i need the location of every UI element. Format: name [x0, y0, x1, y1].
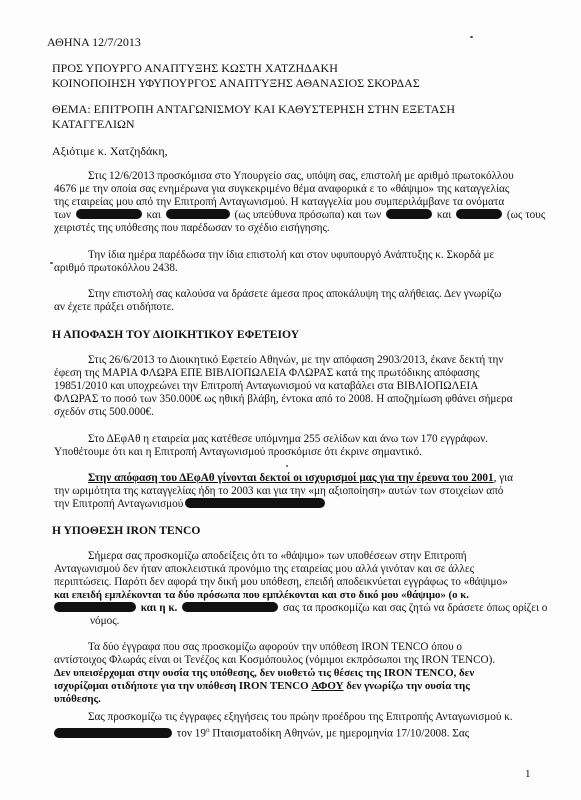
p4-line-5: σχεδόν στις 500.000€.	[54, 406, 154, 418]
page-number: 1	[525, 768, 531, 780]
p4-line-1: Στις 26/6/2013 το Διοικητικό Εφετείο Αθηνών, με την απόφαση 2903/2013, έκανε δεκτή την	[88, 354, 504, 366]
p8-b2-underlined: ΑΦΟΥ	[311, 680, 344, 692]
section-heading-appeal-court: Η ΑΠΟΦΑΣΗ ΤΟΥ ΔΙΟΙΚΗΤΙΚΟΥ ΕΦΕΤΕΙΟΥ	[52, 328, 300, 341]
p7-l5-b: σας τα προσκομίζω και σας ζητώ να δράσετε όπως ορίζει ο	[282, 602, 548, 614]
salutation: Αξιότιμε κ. Χατζηδάκη,	[52, 144, 168, 158]
p1-line-4	[54, 209, 545, 222]
p8-line-1: Τα δύο έγγραφα που σας προσκομίζω αφορούν την υπόθεση IRON TENCO όπου ο	[88, 641, 462, 653]
p6-line-3	[54, 498, 327, 511]
p6-line-2: την ωριμότητα της καταγγελίας ήδη το 2003 και για την «μη αξιοποίηση» αυτών των στοιχείων από	[54, 485, 504, 497]
p1-line-3: της εταιρείας μου από την Επιτροπή Ανταγωνισμού. Η καταγγελία μου συμπεριλάμβανε τα ονόματα	[54, 196, 505, 208]
p7-line-5	[54, 602, 547, 615]
p7-line-3: περιπτώσεις. Παρότι δεν αφορά την δική μου υπόθεση, επειδή αποδεικνύεται εγγράφως το «θάψιμο»	[54, 576, 508, 588]
p5-line-1: Στο ΔΕφΑθ η εταιρεία μας κατέθεσε υπόμνημα 255 σελίδων και άνω των 170 εγγράφων.	[88, 433, 489, 445]
p7-line-1: Σήμερα σας προσκομίζω αποδείξεις ότι το «θάψιμο» των υποθέσεων στην Επιτροπή	[88, 550, 467, 562]
p7-line-4: και επειδή εμπλέκονται τα δύο πρόσωπα που εμπλέκονται και στο δικό μου «θάψιμο» (ο κ.	[54, 589, 469, 601]
scan-speck	[50, 262, 53, 264]
p1-l4-b: και	[146, 209, 161, 221]
p1-line-5: χειριστές της υπόθεσης που παρέδωσαν το σχέδιο εισήγησης.	[54, 222, 330, 234]
p1-l4-d: και	[436, 209, 452, 221]
scan-speck	[286, 465, 288, 467]
p3-line-1: Στην επιστολή σας καλούσα να δράσετε άμεσα προς αποκάλυψη της αλήθειας. Δεν γνωρίζω	[88, 288, 502, 300]
p8-bold-line-2	[54, 680, 470, 693]
section-heading-iron-tenco: Η ΥΠΟΘΕΣΗ IRON TENCO	[52, 524, 201, 537]
p3-line-2: αν έχετε πράξει οτιδήποτε.	[54, 301, 175, 313]
p7-line-2: Ανταγωνισμού δεν ήταν αποκλειστικά προνόμιο της εταιρείας μου αλλά γινόταν και σε άλλες	[54, 563, 475, 575]
p9-l2-a: τον 19	[176, 727, 206, 740]
p6-l3-text: την Επιτροπή Ανταγωνισμού	[54, 498, 184, 510]
redaction-bar	[54, 728, 172, 738]
p9-line-2	[54, 724, 469, 741]
date-line: ΑΘΗΝΑ 12/7/2013	[47, 35, 141, 49]
redaction-bar	[185, 498, 325, 508]
cc-line: ΚΟΙΝΟΠΟΙΗΣΗ ΥΦΥΠΟΥΡΓΟΣ ΑΝΑΠΤΥΞΗΣ ΑΘΑΝΑΣΙΟΣ ΣΚΟΡΔΑΣ	[52, 76, 420, 90]
redaction-bar	[456, 209, 502, 219]
p4-line-2: έφεση της ΜΑΡΙΑ ΦΛΩΡΑ ΕΠΕ ΒΙΒΛΙΟΠΩΛΕΙΑ ΦΛΩΡΑΣ κατά της πρωτόδικης απόφασης	[54, 367, 480, 379]
redaction-bar	[76, 209, 142, 219]
p2-line-2: αριθμό πρωτοκόλλου 2438.	[54, 262, 178, 274]
redaction-bar	[386, 209, 432, 219]
p6-rest: , για	[493, 472, 514, 484]
p1-line-1: Στις 12/6/2013 προσκόμισα στο Υπουργείο σας, υπόψη σας, επιστολή με αριθμό πρωτοκόλλου	[88, 170, 514, 182]
p8-line-2: αντίστοιχος Φλωράς είναι οι Τενέζος και Κοσμόπουλος (νόμιμοι εκπρόσωποι της IRON TENCO).	[54, 654, 496, 666]
p2-line-1: Την ίδια ημέρα παρέδωσα την ίδια επιστολή και στον υφυπουργό Ανάπτυξης κ. Σκορδά με	[88, 249, 495, 261]
p1-l4-e: (ως τους	[506, 209, 546, 221]
p6-bold-statement: Στην απόφαση του ΔΕφΑθ γίνονται δεκτοί οι ισχυρισμοί μας για την έρευνα του 2001	[88, 472, 494, 484]
subject-line-2: ΚΑΤΑΓΓΕΛΙΩΝ	[52, 117, 135, 131]
subject-line-1: ΘΕΜΑ: ΕΠΙΤΡΟΠΗ ΑΝΤΑΓΩΝΙΣΜΟΥ ΚΑΙ ΚΑΘΥΣΤΕΡΗΣΗ ΣΤΗΝ ΕΞΕΤΑΣΗ	[52, 102, 456, 116]
p9-line-1: Σας προσκομίζω τις έγγραφες εξηγήσεις του πρώην προέδρου της Επιτροπής Ανταγωνισμού κ.	[88, 711, 513, 723]
redaction-bar	[182, 602, 278, 612]
p8-b2-b: δεν γνωρίζω την ουσία της	[343, 680, 470, 692]
p9-superscript: ο	[205, 726, 210, 734]
p1-l4-c: (ως υπεύθυνα πρόσωπα) και των	[234, 209, 382, 221]
recipient-line: ΠΡΟΣ ΥΠΟΥΡΓΟ ΑΝΑΠΤΥΞΗΣ ΚΩΣΤΗ ΧΑΤΖΗΔΑΚΗ	[52, 61, 338, 75]
redaction-bar	[54, 602, 136, 612]
p8-bold-line-1: Δεν υπεισέρχομαι στην ουσία της υπόθεσης, δεν υιοθετώ τις θέσεις της IRON TENCO, δεν	[54, 667, 475, 679]
p6-line-1	[88, 472, 513, 485]
p5-line-2: Υποθέτουμε ότι και η Επιτροπή Ανταγωνισμού προσκόμισε ότι έκρινε σημαντικό.	[54, 446, 422, 458]
redaction-bar	[166, 209, 230, 219]
p8-b2-a: ισχυρίζομαι οτιδήποτε για την υπόθεση IRON TENCO	[54, 680, 312, 692]
p9-l2-b: Πταισματοδίκη Αθηνών, με ημερομηνία 17/10/2008. Σας	[209, 727, 470, 740]
p4-line-3: 19851/2010 και υποχρεώνει την Επιτροπή Ανταγωνισμού να καταβάλει στα ΒΙΒΛΙΟΠΩΛΕΙΑ	[54, 380, 479, 392]
p7-l5-a: και η κ.	[140, 602, 178, 614]
p4-line-4: ΦΛΩΡΑΣ το ποσό των 350.000€ ως ηθική βλάβη, έντοκα από το 2008. Η αποζημίωση φθάνει σήμερα	[54, 393, 513, 405]
p1-l4-a: των	[54, 209, 71, 221]
p1-line-2: 4676 με την οποία σας ενημέρωνα για συγκεκριμένο θέμα αναφορικά ε το «θάψιμο» της καταγγελίας	[54, 183, 510, 195]
scan-speck	[470, 36, 473, 38]
p7-line-6: νόμος.	[90, 615, 120, 627]
p8-bold-line-3: υπόθεσης.	[54, 693, 101, 705]
